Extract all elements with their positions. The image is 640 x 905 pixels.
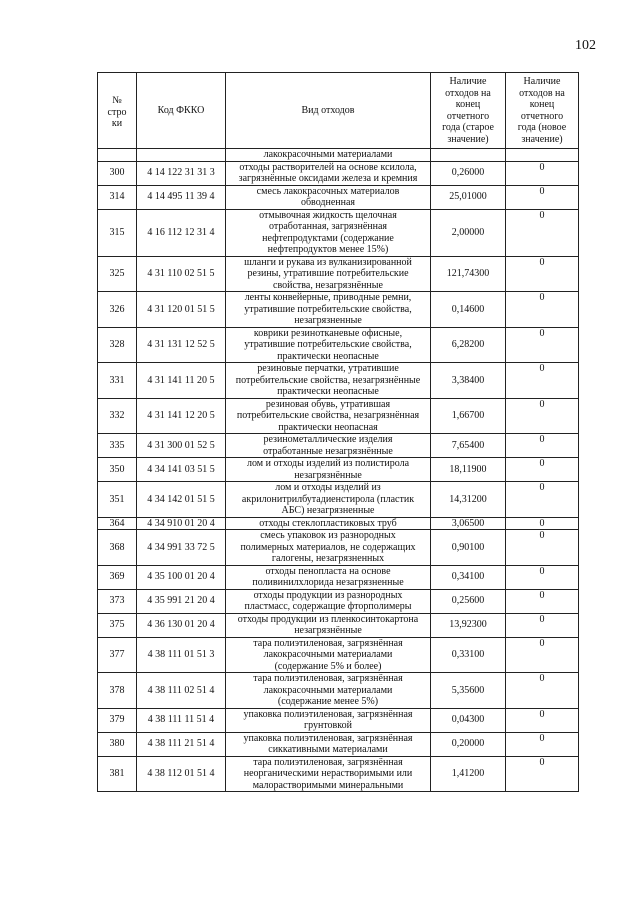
new-value-cell: 0: [506, 292, 579, 328]
waste-type-cell: [226, 613, 431, 637]
row-number-cell: 368: [98, 530, 137, 566]
row-number-cell: 369: [98, 565, 137, 589]
continuation-text: лакокрасочными материалами: [226, 149, 431, 162]
fkko-code-cell: 4 38 111 02 51 4: [137, 673, 226, 709]
row-number-cell: 350: [98, 458, 137, 482]
table-row: [98, 161, 579, 185]
row-number-cell: 380: [98, 732, 137, 756]
row-number-cell: 381: [98, 756, 137, 792]
new-value-cell: 0: [506, 363, 579, 399]
old-value-cell: 0,14600: [431, 292, 506, 328]
waste-type-line: отработанная, загрязнённая: [269, 221, 387, 232]
new-value-cell: 0: [506, 209, 579, 256]
fkko-code-cell: 4 31 110 02 51 5: [137, 256, 226, 292]
waste-type-line: (содержание 5% и более): [274, 660, 382, 672]
new-value-cell: 0: [506, 434, 579, 458]
waste-type-line: отработанные незагрязнённые: [263, 445, 393, 457]
header-new-value: [506, 73, 579, 149]
old-value-cell: 0,34100: [431, 565, 506, 589]
waste-type-cell: [226, 292, 431, 328]
header-old-value-line: значение): [447, 133, 489, 145]
fkko-code-cell: 4 38 111 11 51 4: [137, 708, 226, 732]
waste-type-line: лом и отходы изделий из: [275, 482, 381, 493]
row-number-cell: 379: [98, 708, 137, 732]
row-number-cell: 325: [98, 256, 137, 292]
header-new-value-line: года (новое: [517, 122, 567, 133]
header-old-value-line: отходов на: [445, 87, 491, 99]
new-value-cell: 0: [506, 482, 579, 518]
continuation-cell: [98, 149, 137, 162]
fkko-code-cell: 4 35 991 21 20 4: [137, 589, 226, 613]
header-row-number: [98, 73, 137, 149]
old-value-cell: 25,01000: [431, 185, 506, 209]
header-old-value-line: конец: [455, 99, 481, 110]
waste-type-cell: [226, 517, 431, 530]
waste-type-line: практически неопасные: [277, 386, 379, 397]
fkko-code-cell: 4 34 991 33 72 5: [137, 530, 226, 566]
header-new-value-line: отходов на: [519, 87, 565, 99]
waste-type-line: тара полиэтиленовая, загрязнённая: [253, 637, 403, 649]
new-value-cell: 0: [506, 565, 579, 589]
fkko-code-cell: 4 14 495 11 39 4: [137, 185, 226, 209]
waste-type-line: малорастворимыми минеральными: [252, 779, 404, 791]
continuation-cell: [137, 149, 226, 162]
old-value-cell: 5,35600: [431, 673, 506, 709]
row-number-cell: 378: [98, 673, 137, 709]
new-value-cell: 0: [506, 185, 579, 209]
fkko-code-cell: 4 31 131 12 52 5: [137, 327, 226, 363]
waste-table: [97, 72, 579, 792]
row-number-cell: 315: [98, 209, 137, 256]
waste-type-cell: [226, 161, 431, 185]
waste-type-line: тара полиэтиленовая, загрязнённая: [253, 673, 403, 684]
waste-type-cell: [226, 327, 431, 363]
waste-type-cell: [226, 708, 431, 732]
old-value-cell: 2,00000: [431, 209, 506, 256]
table-row: [98, 256, 579, 292]
waste-type-line: лакокрасочными материалами: [263, 649, 393, 660]
table-row: [98, 482, 579, 518]
waste-type-line: пластмасс, содержащие фторполимеры: [244, 601, 412, 612]
waste-type-cell: [226, 363, 431, 399]
header-new-value-line: конец: [529, 99, 555, 110]
row-number-cell: 351: [98, 482, 137, 518]
fkko-code-cell: 4 34 142 01 51 5: [137, 482, 226, 518]
waste-type-line: обводненная: [300, 197, 356, 208]
table-row: [98, 398, 579, 434]
header-row-number-line: стро: [107, 106, 127, 118]
waste-type-line: упаковка полиэтиленовая, загрязнённая: [243, 708, 413, 720]
waste-type-line: неорганическими нерастворимыми или: [243, 768, 413, 779]
waste-type-cell: [226, 673, 431, 709]
old-value-cell: 3,38400: [431, 363, 506, 399]
new-value-cell: 0: [506, 613, 579, 637]
table-row: [98, 458, 579, 482]
waste-type-line: свойства, незагрязнённые: [273, 279, 383, 291]
waste-type-line: сиккативными материалами: [268, 744, 388, 755]
waste-type-cell: [226, 565, 431, 589]
table-row: [98, 589, 579, 613]
table-row: [98, 363, 579, 399]
waste-type-line: резиновые перчатки, утратившие: [257, 363, 399, 374]
table-row: [98, 292, 579, 328]
new-value-cell: 0: [506, 458, 579, 482]
fkko-code-cell: 4 34 910 01 20 4: [137, 517, 226, 530]
header-new-value-line: отчетного: [520, 110, 564, 122]
fkko-code-cell: 4 14 122 31 31 3: [137, 161, 226, 185]
waste-type-cell: [226, 256, 431, 292]
waste-type-line: упаковка полиэтиленовая, загрязнённая: [243, 732, 413, 744]
fkko-code-cell: 4 38 112 01 51 4: [137, 756, 226, 792]
waste-type-line: смесь лакокрасочных материалов: [256, 185, 400, 197]
header-old-value-line: года (старое: [442, 122, 494, 133]
old-value-cell: 3,06500: [431, 517, 506, 530]
waste-type-line: поливинилхлорида незагрязненные: [252, 577, 404, 588]
header-old-value-line: Наличие: [449, 76, 487, 87]
waste-type-line: акрилонитрилбутадиенстирола (пластик: [241, 493, 415, 505]
table-row: [98, 732, 579, 756]
old-value-cell: 13,92300: [431, 613, 506, 637]
old-value-cell: 0,20000: [431, 732, 506, 756]
waste-type-line: отходы продукции из разнородных: [253, 589, 403, 601]
table-row: [98, 185, 579, 209]
waste-type-line: лом и отходы изделий из полистирола: [246, 458, 410, 469]
old-value-cell: 1,41200: [431, 756, 506, 792]
page-number: 102: [575, 38, 596, 53]
fkko-code-cell: 4 31 141 12 20 5: [137, 398, 226, 434]
waste-type-line: (содержание менее 5%): [277, 696, 379, 707]
waste-type-cell: [226, 732, 431, 756]
waste-type-line: полимерных материалов, не содержащих: [240, 541, 416, 553]
fkko-code-cell: 4 31 300 01 52 5: [137, 434, 226, 458]
waste-type-line: нефтепродуктов менее 15%): [267, 244, 389, 255]
old-value-cell: 18,11900: [431, 458, 506, 482]
new-value-cell: 0: [506, 530, 579, 566]
new-value-cell: 0: [506, 256, 579, 292]
row-number-cell: 326: [98, 292, 137, 328]
waste-type-line: незагрязнённые: [294, 469, 362, 481]
new-value-cell: 0: [506, 673, 579, 709]
waste-type-line: незагрязнённые: [294, 625, 362, 636]
row-number-cell: 373: [98, 589, 137, 613]
waste-type-line: практически неопасные: [277, 350, 379, 362]
table-row: [98, 637, 579, 673]
waste-type-cell: [226, 482, 431, 518]
old-value-cell: 0,25600: [431, 589, 506, 613]
table-row: [98, 756, 579, 792]
waste-type-cell: [226, 434, 431, 458]
waste-type-line: резиновая обувь, утратившая: [265, 398, 391, 410]
waste-type-line: отходы продукции из пленкосинтокартона: [237, 613, 419, 625]
header-old-value: [431, 73, 506, 149]
waste-type-cell: [226, 209, 431, 256]
old-value-cell: 0,33100: [431, 637, 506, 673]
table-body: [98, 149, 579, 792]
fkko-code-cell: 4 31 141 11 20 5: [137, 363, 226, 399]
continuation-cell: [431, 149, 506, 162]
fkko-code-cell: 4 38 111 01 51 3: [137, 637, 226, 673]
table-header: [98, 73, 579, 149]
header-new-value-line: Наличие: [523, 76, 561, 87]
old-value-cell: 1,66700: [431, 398, 506, 434]
waste-type-line: коврики резинотканевые офисные,: [253, 327, 403, 339]
table-row: [98, 708, 579, 732]
row-number-cell: 328: [98, 327, 137, 363]
row-number-cell: 377: [98, 637, 137, 673]
row-number-cell: 332: [98, 398, 137, 434]
new-value-cell: 0: [506, 637, 579, 673]
waste-type-line: ленты конвейерные, приводные ремни,: [244, 292, 412, 303]
waste-type-cell: [226, 185, 431, 209]
header-old-value-line: отчетного: [446, 110, 490, 122]
waste-type-cell: [226, 530, 431, 566]
continuation-row: [98, 149, 579, 162]
table-row: [98, 434, 579, 458]
waste-type-line: незагрязненные: [294, 315, 362, 326]
waste-type-line: резинометаллические изделия: [263, 434, 393, 445]
fkko-code-cell: 4 35 100 01 20 4: [137, 565, 226, 589]
header-row-number-line: ки: [111, 118, 123, 130]
table-row: [98, 613, 579, 637]
row-number-cell: 314: [98, 185, 137, 209]
fkko-code-cell: 4 38 111 21 51 4: [137, 732, 226, 756]
new-value-cell: 0: [506, 398, 579, 434]
table-row: [98, 530, 579, 566]
waste-type-line: потребительские свойства, незагрязнённые: [235, 374, 421, 386]
waste-type-line: лакокрасочными материалами: [263, 684, 393, 696]
old-value-cell: 14,31200: [431, 482, 506, 518]
waste-type-line: практически неопасная: [278, 421, 378, 433]
waste-type-cell: [226, 398, 431, 434]
new-value-cell: 0: [506, 708, 579, 732]
waste-type-line: отходы стеклопластиковых труб: [259, 517, 397, 529]
table-row: [98, 673, 579, 709]
table-row: [98, 517, 579, 530]
header-waste-type: Вид отходов: [226, 73, 431, 149]
waste-type-cell: [226, 589, 431, 613]
waste-type-line: потребительские свойства, незагрязнённая: [236, 410, 420, 421]
new-value-cell: 0: [506, 161, 579, 185]
waste-type-line: отмывочная жидкость щелочная: [259, 209, 397, 221]
waste-type-line: отходы пенопласта на основе: [265, 565, 391, 577]
table-row: [98, 565, 579, 589]
row-number-cell: 300: [98, 161, 137, 185]
continuation-cell: [506, 149, 579, 162]
row-number-cell: 335: [98, 434, 137, 458]
new-value-cell: 0: [506, 327, 579, 363]
row-number-cell: 375: [98, 613, 137, 637]
row-number-cell: 364: [98, 517, 137, 530]
waste-type-line: утратившие потребительские свойства,: [244, 339, 412, 350]
old-value-cell: 0,26000: [431, 161, 506, 185]
header-new-value-line: значение): [521, 133, 563, 145]
fkko-code-cell: 4 36 130 01 20 4: [137, 613, 226, 637]
waste-type-line: АБС) незагрязненные: [281, 505, 375, 516]
fkko-code-cell: 4 31 120 01 51 5: [137, 292, 226, 328]
new-value-cell: 0: [506, 589, 579, 613]
new-value-cell: 0: [506, 756, 579, 792]
new-value-cell: 0: [506, 517, 579, 530]
fkko-code-cell: 4 34 141 03 51 5: [137, 458, 226, 482]
old-value-cell: 0,90100: [431, 530, 506, 566]
waste-type-line: резины, утратившие потребительские: [247, 268, 409, 279]
old-value-cell: 121,74300: [431, 256, 506, 292]
fkko-code-cell: 4 16 112 12 31 4: [137, 209, 226, 256]
header-code: Код ФККО: [137, 73, 226, 149]
table-row: [98, 327, 579, 363]
waste-type-cell: [226, 637, 431, 673]
waste-type-cell: [226, 458, 431, 482]
old-value-cell: 7,65400: [431, 434, 506, 458]
waste-type-line: смесь упаковок из разнородных: [260, 530, 396, 541]
waste-type-line: утратившие потребительские свойства,: [244, 303, 412, 315]
waste-type-line: тара полиэтиленовая, загрязнённая: [253, 756, 403, 768]
waste-type-line: нефтепродуктами (содержание: [262, 232, 394, 244]
old-value-cell: 0,04300: [431, 708, 506, 732]
waste-type-line: шланги и рукава из вулканизированной: [244, 256, 412, 268]
new-value-cell: 0: [506, 732, 579, 756]
old-value-cell: 6,28200: [431, 327, 506, 363]
table-row: [98, 209, 579, 256]
waste-type-line: отходы растворителей на основе ксилола,: [239, 161, 417, 173]
waste-type-line: грунтовкой: [304, 720, 352, 731]
header-row-number-line: №: [112, 95, 122, 107]
waste-type-cell: [226, 756, 431, 792]
waste-type-line: загрязнённые оксидами железа и кремния: [238, 173, 418, 184]
row-number-cell: 331: [98, 363, 137, 399]
waste-type-line: галогены, незагрязненных: [271, 553, 385, 564]
